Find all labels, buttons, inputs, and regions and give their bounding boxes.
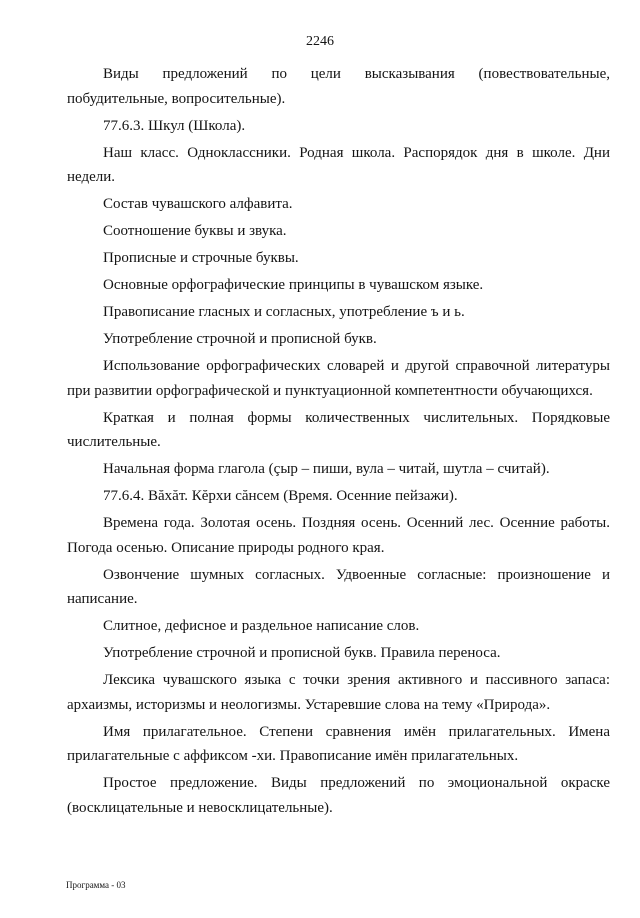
section-heading: 77.6.4. Вăхăт. Кĕрхи сăнсем (Время. Осенние пейзажи). <box>103 488 458 504</box>
paragraph: Прописные и строчные буквы. <box>103 250 299 266</box>
paragraph: Виды предложений по цели высказывания (повествовательные, побудительные, вопросительные). <box>67 66 610 107</box>
paragraph: Употребление строчной и прописной букв. <box>103 331 377 347</box>
paragraph: Состав чувашского алфавита. <box>103 196 293 212</box>
page-number: 2246 <box>306 34 334 49</box>
section-heading: 77.6.3. Шкул (Школа). <box>103 117 246 134</box>
paragraph: Слитное, дефисное и раздельное написание слов. <box>103 618 420 634</box>
footer-label: Программа - 03 <box>66 880 126 890</box>
paragraph: Соотношение буквы и звука. <box>103 223 287 239</box>
paragraph: Наш класс. Одноклассники. Родная школа. Распорядок дня в школе. Дни недели. <box>67 144 610 185</box>
paragraph: Начальная форма глагола (çыр – пиши, вула – читай, шутла – считай). <box>103 461 550 477</box>
paragraph: Правописание гласных и согласных, употребление ъ и ь. <box>103 304 465 320</box>
paragraph: Употребление строчной и прописной букв. Правила переноса. <box>103 645 501 661</box>
paragraph: Имя прилагательное. Степени сравнения имён прилагательных. Имена прилагательные с аффиксом -хи. Правописание имён прилагательных. <box>67 723 610 764</box>
paragraph: Основные орфографические принципы в чувашском языке. <box>103 277 484 293</box>
paragraph: Озвончение шумных согласных. Удвоенные согласные: произношение и написание. <box>67 566 610 607</box>
paragraph: Лексика чувашского языка с точки зрения активного и пассивного запаса: архаизмы, историзмы и неологизмы. Устаревшие слова на тему «Природа». <box>67 672 610 713</box>
paragraph: Времена года. Золотая осень. Поздняя осень. Осенний лес. Осенние работы. Погода осенью. Описание природы родного края. <box>67 515 610 556</box>
paragraph: Простое предложение. Виды предложений по эмоциональной окраске (восклицательные и невосклицательные). <box>67 775 610 816</box>
paragraph: Краткая и полная формы количественных числительных. Порядковые числительные. <box>67 409 610 450</box>
document-body <box>67 62 610 823</box>
paragraph: Использование орфографических словарей и другой справочной литературы при развитии орфографической и пунктуационной компетентности обучающихся. <box>67 358 610 399</box>
